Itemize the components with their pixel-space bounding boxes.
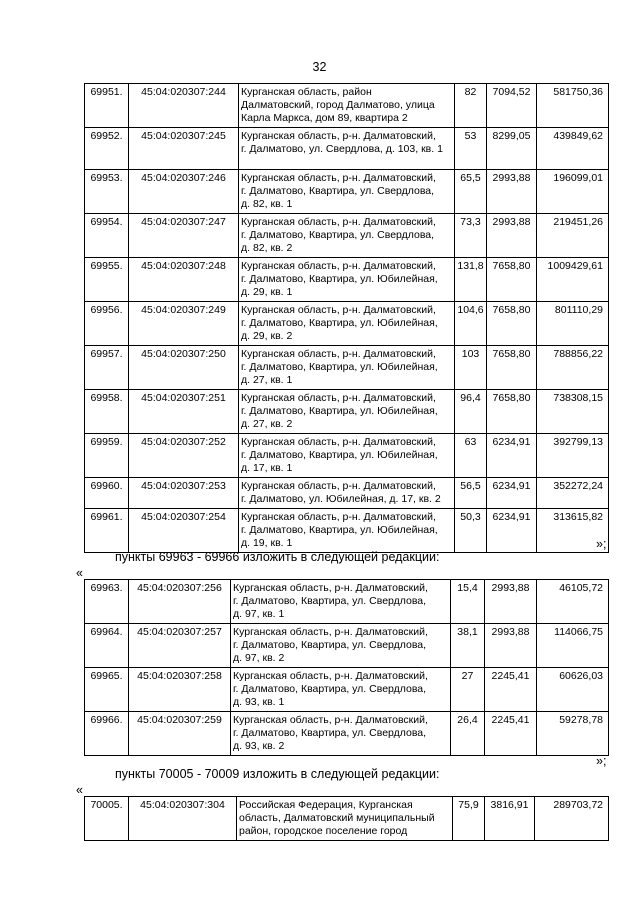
row-number: 69955. xyxy=(85,258,129,302)
cadastral-number: 45:04:020307:246 xyxy=(129,170,239,214)
unit-price: 2993,88 xyxy=(487,170,537,214)
address-line: д. 17, кв. 1 xyxy=(241,462,293,474)
area-value: 103 xyxy=(455,346,487,390)
address-line: область, Далматовский муниципальный xyxy=(239,812,435,824)
unit-price: 6234,91 xyxy=(487,509,537,553)
table-row xyxy=(85,624,609,668)
table-row xyxy=(85,302,609,346)
closing-quote: »; xyxy=(596,754,607,768)
address-line: г. Далматово, Квартира, ул. Юбилейная, xyxy=(241,524,438,536)
cadastral-value: 801110,29 xyxy=(537,302,609,346)
table-row xyxy=(85,214,609,258)
area-value: 15,4 xyxy=(451,580,485,624)
address-line: г. Далматово, Квартира, ул. Юбилейная, xyxy=(241,273,438,285)
area-value: 26,4 xyxy=(451,712,485,756)
address xyxy=(239,214,455,258)
address-line: г. Далматово, Квартира, ул. Свердлова, xyxy=(241,185,435,197)
closing-quote: »; xyxy=(596,537,607,551)
unit-price: 2245,41 xyxy=(485,668,537,712)
unit-price: 2245,41 xyxy=(485,712,537,756)
cadastral-number: 45:04:020307:250 xyxy=(129,346,239,390)
cadastral-number: 45:04:020307:248 xyxy=(129,258,239,302)
address xyxy=(237,797,453,841)
unit-price: 7658,80 xyxy=(487,390,537,434)
row-number: 69966. xyxy=(85,712,129,756)
area-value: 50,3 xyxy=(455,509,487,553)
cadastral-value: 289703,72 xyxy=(535,797,609,841)
address-line: г. Далматово, Квартира, ул. Юбилейная, xyxy=(241,449,438,461)
unit-price: 6234,91 xyxy=(487,478,537,509)
address-line: г. Далматово, Квартира, ул. Свердлова, xyxy=(233,727,427,739)
address-line: д. 93, кв. 1 xyxy=(233,696,285,708)
address-line: Карла Маркса, дом 89, квартира 2 xyxy=(241,112,408,124)
address-line: Курганская область, р-н. Далматовский, xyxy=(241,436,436,448)
address-line: д. 19, кв. 1 xyxy=(241,537,293,549)
unit-price: 6234,91 xyxy=(487,434,537,478)
address xyxy=(239,478,455,509)
area-value: 131,8 xyxy=(455,258,487,302)
table-row xyxy=(85,478,609,509)
cadastral-number: 45:04:020307:253 xyxy=(129,478,239,509)
address-line: д. 82, кв. 2 xyxy=(241,242,293,254)
address-line: Далматовский, город Далматово, улица xyxy=(241,99,435,111)
area-value: 53 xyxy=(455,128,487,170)
area-value: 104,6 xyxy=(455,302,487,346)
cadastral-value: 59278,78 xyxy=(537,712,609,756)
row-number: 70005. xyxy=(85,797,129,841)
address-line: д. 29, кв. 1 xyxy=(241,286,293,298)
address xyxy=(231,668,451,712)
address-line: Курганская область, р-н. Далматовский, xyxy=(241,260,436,272)
opening-quote: « xyxy=(76,783,83,797)
area-value: 96,4 xyxy=(455,390,487,434)
row-number: 69952. xyxy=(85,128,129,170)
unit-price: 7094,52 xyxy=(487,84,537,128)
table-row xyxy=(85,712,609,756)
address-line: д. 97, кв. 2 xyxy=(233,652,285,664)
unit-price: 2993,88 xyxy=(487,214,537,258)
cadastral-value: 219451,26 xyxy=(537,214,609,258)
address-line: г. Далматово, Квартира, ул. Юбилейная, xyxy=(241,317,438,329)
address-line: д. 82, кв. 1 xyxy=(241,198,293,210)
row-number: 69965. xyxy=(85,668,129,712)
table-row xyxy=(85,346,609,390)
address xyxy=(239,434,455,478)
cadastral-number: 45:04:020307:252 xyxy=(129,434,239,478)
address-line: д. 27, кв. 1 xyxy=(241,374,293,386)
cadastral-number: 45:04:020307:254 xyxy=(129,509,239,553)
row-number: 69954. xyxy=(85,214,129,258)
cadastral-value: 392799,13 xyxy=(537,434,609,478)
address-line: Курганская область, р-н. Далматовский, xyxy=(241,348,436,360)
unit-price: 7658,80 xyxy=(487,258,537,302)
row-number: 69961. xyxy=(85,509,129,553)
table-row xyxy=(85,390,609,434)
address-line: Курганская область, район xyxy=(241,86,372,98)
row-number: 69957. xyxy=(85,346,129,390)
table-row xyxy=(85,434,609,478)
address xyxy=(239,170,455,214)
area-value: 27 xyxy=(451,668,485,712)
cadastral-number: 45:04:020307:251 xyxy=(129,390,239,434)
address-line: г. Далматово, Квартира, ул. Свердлова, xyxy=(233,639,427,651)
address-line: Курганская область, р-н. Далматовский, xyxy=(233,670,428,682)
address-line: Курганская область, р-н. Далматовский, xyxy=(241,216,436,228)
area-value: 75,9 xyxy=(453,797,485,841)
area-value: 56,5 xyxy=(455,478,487,509)
table-row xyxy=(85,170,609,214)
address-line: Российская Федерация, Курганская xyxy=(239,799,413,811)
address-line: Курганская область, р-н. Далматовский, xyxy=(233,714,428,726)
page-number: 32 xyxy=(312,60,327,74)
row-number: 69963. xyxy=(85,580,129,624)
cadastral-value: 352272,24 xyxy=(537,478,609,509)
address-line: г. Далматово, ул. Свердлова, д. 103, кв. 1 xyxy=(241,143,443,155)
address xyxy=(239,390,455,434)
unit-price: 2993,88 xyxy=(485,624,537,668)
amendment-paragraph: пункты 70005 - 70009 изложить в следующей редакции: xyxy=(115,767,440,781)
address-line: д. 93, кв. 2 xyxy=(233,740,285,752)
table-row xyxy=(85,84,609,128)
row-number: 69958. xyxy=(85,390,129,434)
address-line: Курганская область, р-н. Далматовский, xyxy=(233,582,428,594)
table-row xyxy=(85,668,609,712)
address-line: район, городское поселение город xyxy=(239,825,408,837)
amendment-paragraph: пункты 69963 - 69966 изложить в следующей редакции: xyxy=(115,550,440,564)
cadastral-number: 45:04:020307:244 xyxy=(129,84,239,128)
row-number: 69964. xyxy=(85,624,129,668)
address xyxy=(239,346,455,390)
register-table-3 xyxy=(84,796,609,841)
address-line: Курганская область, р-н. Далматовский, xyxy=(241,511,436,523)
register-table-2 xyxy=(84,579,609,756)
cadastral-value: 196099,01 xyxy=(537,170,609,214)
address xyxy=(239,509,455,553)
row-number: 69953. xyxy=(85,170,129,214)
address-line: г. Далматово, Квартира, ул. Свердлова, xyxy=(233,595,427,607)
table-row xyxy=(85,509,609,553)
row-number: 69956. xyxy=(85,302,129,346)
cadastral-value: 313615,82 xyxy=(537,509,609,553)
address-line: г. Далматово, Квартира, ул. Свердлова, xyxy=(233,683,427,695)
unit-price: 7658,80 xyxy=(487,302,537,346)
address-line: г. Далматово, Квартира, ул. Юбилейная, xyxy=(241,361,438,373)
address-line: Курганская область, р-н. Далматовский, xyxy=(241,304,436,316)
area-value: 38,1 xyxy=(451,624,485,668)
address xyxy=(239,258,455,302)
address-line: д. 29, кв. 2 xyxy=(241,330,293,342)
cadastral-value: 46105,72 xyxy=(537,580,609,624)
opening-quote: « xyxy=(76,566,83,580)
address-line: Курганская область, р-н. Далматовский, xyxy=(241,392,436,404)
address-line: г. Далматово, Квартира, ул. Свердлова, xyxy=(241,229,435,241)
area-value: 65,5 xyxy=(455,170,487,214)
address xyxy=(231,624,451,668)
cadastral-value: 60626,03 xyxy=(537,668,609,712)
unit-price: 2993,88 xyxy=(485,580,537,624)
cadastral-value: 581750,36 xyxy=(537,84,609,128)
row-number: 69960. xyxy=(85,478,129,509)
unit-price: 7658,80 xyxy=(487,346,537,390)
cadastral-number: 45:04:020307:304 xyxy=(129,797,237,841)
address xyxy=(239,302,455,346)
cadastral-number: 45:04:020307:245 xyxy=(129,128,239,170)
cadastral-number: 45:04:020307:249 xyxy=(129,302,239,346)
cadastral-value: 439849,62 xyxy=(537,128,609,170)
address-line: Курганская область, р-н. Далматовский, xyxy=(241,130,436,142)
address xyxy=(239,84,455,128)
cadastral-number: 45:04:020307:247 xyxy=(129,214,239,258)
cadastral-number: 45:04:020307:258 xyxy=(129,668,231,712)
cadastral-number: 45:04:020307:256 xyxy=(129,580,231,624)
register-table-1 xyxy=(84,83,609,553)
table-row xyxy=(85,797,609,841)
address-line: д. 27, кв. 2 xyxy=(241,418,293,430)
address-line: д. 97, кв. 1 xyxy=(233,608,285,620)
address-line: Курганская область, р-н. Далматовский, xyxy=(241,172,436,184)
row-number: 69951. xyxy=(85,84,129,128)
address-line: г. Далматово, ул. Юбилейная, д. 17, кв. 2 xyxy=(241,493,441,505)
table-row xyxy=(85,128,609,170)
cadastral-value: 1009429,61 xyxy=(537,258,609,302)
unit-price: 3816,91 xyxy=(485,797,535,841)
row-number: 69959. xyxy=(85,434,129,478)
cadastral-value: 114066,75 xyxy=(537,624,609,668)
area-value: 82 xyxy=(455,84,487,128)
address xyxy=(231,580,451,624)
cadastral-number: 45:04:020307:257 xyxy=(129,624,231,668)
address xyxy=(231,712,451,756)
cadastral-number: 45:04:020307:259 xyxy=(129,712,231,756)
area-value: 63 xyxy=(455,434,487,478)
cadastral-value: 788856,22 xyxy=(537,346,609,390)
table-row xyxy=(85,580,609,624)
address-line: Курганская область, р-н. Далматовский, xyxy=(233,626,428,638)
unit-price: 8299,05 xyxy=(487,128,537,170)
area-value: 73,3 xyxy=(455,214,487,258)
address-line: г. Далматово, Квартира, ул. Юбилейная, xyxy=(241,405,438,417)
address-line: Курганская область, р-н. Далматовский, xyxy=(241,480,436,492)
address xyxy=(239,128,455,170)
cadastral-value: 738308,15 xyxy=(537,390,609,434)
table-row xyxy=(85,258,609,302)
